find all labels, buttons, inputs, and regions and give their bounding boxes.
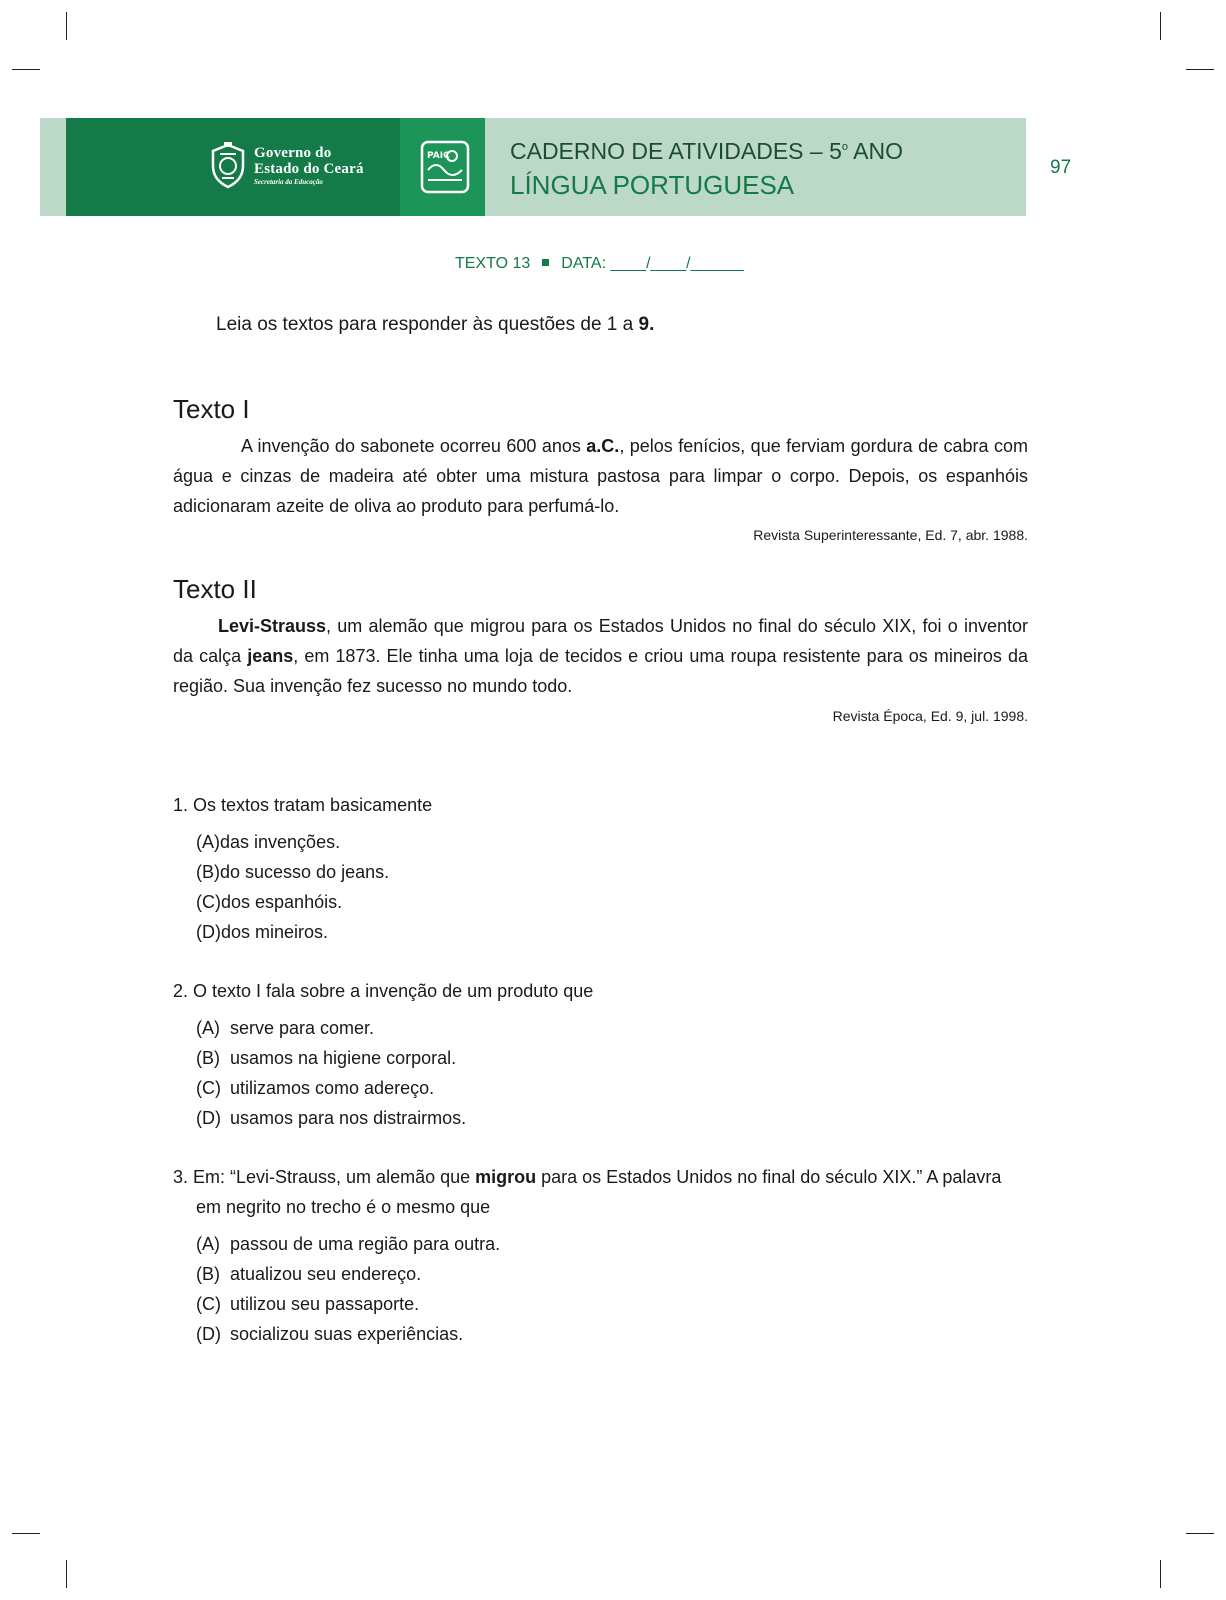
- option-letter: (D): [196, 922, 221, 942]
- texto2-paragraph: [173, 611, 1028, 701]
- question-2-options: [196, 1013, 466, 1133]
- option-text: utilizou seu passaporte.: [230, 1294, 420, 1314]
- option-3a[interactable]: [196, 1229, 500, 1259]
- option-letter: (A): [196, 832, 220, 852]
- instructions-text: Leia os textos para responder às questões de 1 a: [216, 314, 639, 335]
- notebook-title-a: CADERNO DE ATIVIDADES – 5: [510, 138, 842, 164]
- notebook-title-sup: o: [841, 141, 849, 153]
- question-3-stem-line2: em negrito no trecho é o mesmo que: [196, 1197, 491, 1217]
- option-1d[interactable]: [196, 917, 389, 947]
- crop-mark: [12, 1533, 40, 1534]
- option-2a[interactable]: [196, 1013, 466, 1043]
- option-text: do sucesso do jeans.: [220, 862, 390, 882]
- option-letter: (D): [196, 1108, 221, 1128]
- option-text: dos espanhóis.: [221, 892, 343, 912]
- bullet-square-icon: [542, 259, 549, 266]
- government-logo: [208, 142, 364, 190]
- question-3-options: [196, 1229, 500, 1349]
- crop-mark: [1160, 12, 1161, 40]
- paic-label: PAIC: [427, 151, 450, 161]
- coat-of-arms-icon: [208, 142, 248, 190]
- option-3b[interactable]: [196, 1259, 500, 1289]
- option-letter: (C): [196, 892, 221, 912]
- texto-date-line: [455, 255, 744, 273]
- question-1-stem: 1. Os textos tratam basicamente: [173, 795, 433, 815]
- question-3-stem: [173, 1167, 1001, 1188]
- option-text: usamos para nos distrairmos.: [230, 1108, 467, 1128]
- gov-department: Secretaria da Educação: [254, 177, 323, 186]
- option-text: usamos na higiene corporal.: [230, 1048, 457, 1068]
- option-letter: (C): [196, 1294, 221, 1314]
- page-number: 97: [1050, 157, 1072, 178]
- instructions-bold: 9.: [638, 314, 655, 335]
- paic-logo-icon: [420, 140, 470, 194]
- instructions: [216, 314, 654, 336]
- option-2d[interactable]: [196, 1103, 466, 1133]
- crop-mark: [1186, 1533, 1214, 1534]
- option-3d[interactable]: [196, 1319, 500, 1349]
- texto1-text-a: A invenção do sabonete ocorreu 600 anos: [241, 436, 587, 456]
- option-letter: (B): [196, 862, 220, 882]
- option-text: serve para comer.: [230, 1018, 375, 1038]
- option-letter: (A): [196, 1234, 220, 1254]
- option-letter: (C): [196, 1078, 221, 1098]
- subject-title: LÍNGUA PORTUGUESA: [510, 170, 795, 200]
- texto2-bold-a: Levi-Strauss: [218, 616, 327, 636]
- question-3-text-a: 3. Em: “Levi-Strauss, um alemão que: [173, 1167, 476, 1187]
- question-3-bold: migrou: [475, 1167, 537, 1187]
- header-banner: [40, 118, 1026, 216]
- question-1-options: [196, 827, 389, 947]
- crop-mark: [1186, 69, 1214, 70]
- texto2-text-b: , em 1873. Ele tinha uma loja de tecidos e criou uma roupa resistente para os mineiros da região. Sua invenção fez sucesso no mundo todo.: [173, 646, 1029, 696]
- crop-mark: [66, 12, 67, 40]
- option-text: socializou suas experiências.: [230, 1324, 464, 1344]
- option-text: das invenções.: [220, 832, 341, 852]
- texto1-title: Texto I: [173, 394, 250, 424]
- texto1-source: Revista Superinteressante, Ed. 7, abr. 1988.: [753, 527, 1028, 543]
- option-letter: (A): [196, 1018, 220, 1038]
- option-text: utilizamos como adereço.: [230, 1078, 435, 1098]
- crop-mark: [66, 1560, 67, 1588]
- texto2-title: Texto II: [173, 574, 257, 604]
- notebook-title-b: ANO: [848, 138, 903, 164]
- option-letter: (B): [196, 1264, 220, 1284]
- gov-name-line1: Governo do: [254, 145, 332, 162]
- gov-name-line2: Estado do Ceará: [254, 160, 364, 177]
- texto1-bold: a.C.: [586, 436, 620, 456]
- texto-label: TEXTO 13: [455, 255, 531, 272]
- option-1b[interactable]: [196, 857, 389, 887]
- option-3c[interactable]: [196, 1289, 500, 1319]
- option-letter: (D): [196, 1324, 221, 1344]
- option-text: dos mineiros.: [221, 922, 329, 942]
- option-text: passou de uma região para outra.: [230, 1234, 501, 1254]
- texto2-bold-b: jeans: [247, 646, 294, 666]
- option-2c[interactable]: [196, 1073, 466, 1103]
- notebook-title: [510, 138, 903, 165]
- option-2b[interactable]: [196, 1043, 466, 1073]
- crop-mark: [1160, 1560, 1161, 1588]
- texto2-text-a: , um alemão que migrou para os Estados Unidos no final do século XIX, foi o inventor da calça: [173, 616, 1028, 666]
- date-label: DATA: ____/____/______: [561, 255, 744, 272]
- question-3-text-b: para os Estados Unidos no final do século XIX.” A palavra: [536, 1167, 1002, 1187]
- option-1a[interactable]: [196, 827, 389, 857]
- option-letter: (B): [196, 1048, 220, 1068]
- question-2-stem: 2. O texto I fala sobre a invenção de um produto que: [173, 981, 594, 1001]
- option-text: atualizou seu endereço.: [230, 1264, 422, 1284]
- crop-mark: [12, 69, 40, 70]
- option-1c[interactable]: [196, 887, 389, 917]
- texto1-paragraph: [173, 431, 1028, 521]
- texto2-source: Revista Época, Ed. 9, jul. 1998.: [832, 708, 1028, 724]
- texto1-text-b: , pelos fenícios, que ferviam gordura de cabra com água e cinzas de madeira até obter uma mistura pastosa para limpar o corpo. Depois, os espanhóis adicionaram azeite de oliva ao produto para perfumá-lo.: [173, 436, 1028, 516]
